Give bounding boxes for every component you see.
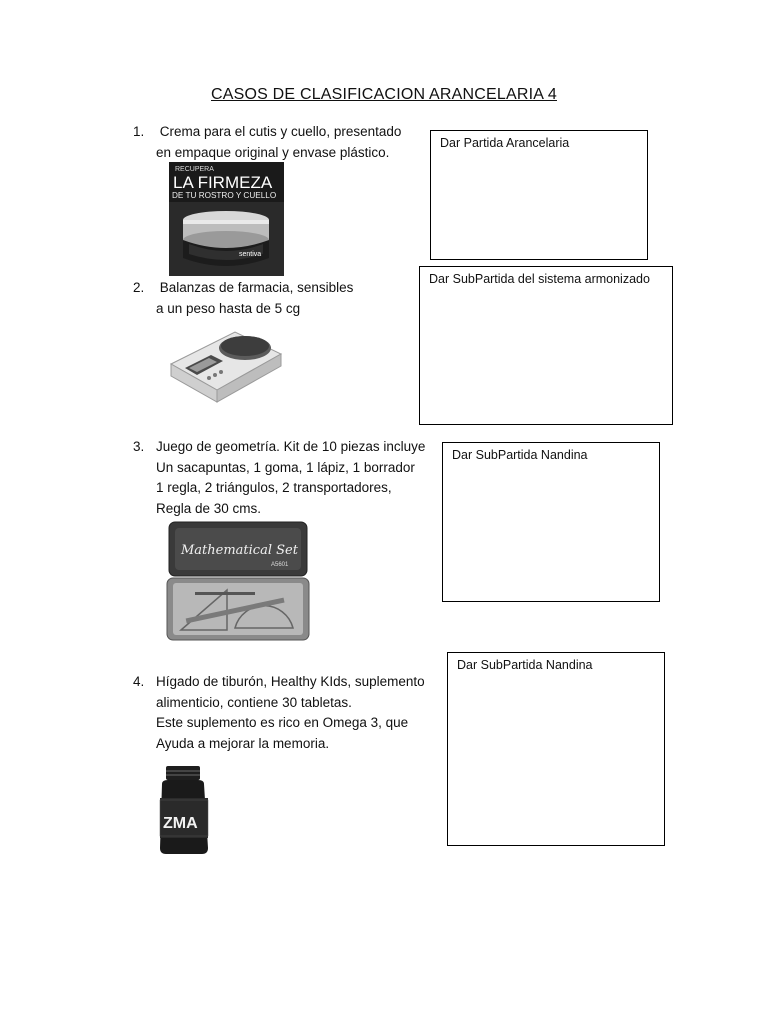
supplement-bottle-image [154,764,228,858]
promo-text-1: RECUPERA [175,166,214,173]
answer-box-label: Dar SubPartida Nandina [457,658,593,672]
cream-jar-image [169,162,284,276]
tin-lid-text: Mathematical Set [181,543,298,558]
question-text-line: Hígado de tiburón, Healthy KIds, suplemento [156,674,425,689]
question-number: 1. [133,124,145,139]
answer-box-label: Dar SubPartida Nandina [452,448,588,462]
tin-model-text: A5601 [271,562,289,568]
question-text-line: 1 regla, 2 triángulos, 2 transportadores, [156,480,392,495]
answer-box-4[interactable] [447,652,665,846]
question-text-line: a un peso hasta de 5 cg [156,300,301,316]
digital-scale-image [165,318,285,410]
question-text-line: Balanzas de farmacia, sensibles [156,280,354,295]
promo-text-2: LA FIRMEZA [173,173,273,192]
answer-box-label: Dar Partida Arancelaria [440,136,570,150]
question-number: 2. [133,280,145,295]
question-text-line: alimenticio, contiene 30 tabletas. [156,694,352,710]
question-text-line: Un sacapuntas, 1 goma, 1 lápiz, 1 borrador [156,459,415,475]
answer-box-3[interactable] [442,442,660,602]
question-text-line: Ayuda a mejorar la memoria. [156,735,330,751]
answer-box-1[interactable] [430,130,648,260]
document-title: CASOS DE CLASIFICACION ARANCELARIA 4 [211,86,557,103]
question-text-line: Crema para el cutis y cuello, presentado [156,124,402,139]
question-text-line: Este suplemento es rico en Omega 3, que [156,715,409,730]
question-text-line: en empaque original y envase plástico. [156,144,390,160]
question-text-line: Regla de 30 cms. [156,500,262,516]
question-text-line: Juego de geometría. Kit de 10 piezas incluye [156,439,426,454]
promo-text-3: DE TU ROSTRO Y CUELLO [172,191,277,200]
answer-box-label: Dar SubPartida del sistema armonizado [429,272,650,286]
bottle-label-text: ZMA [163,815,198,832]
question-number: 3. [133,439,145,454]
question-number: 4. [133,674,145,689]
geometry-set-image [165,520,311,644]
brand-text: sentiva [239,251,262,258]
answer-box-2[interactable] [419,266,673,425]
